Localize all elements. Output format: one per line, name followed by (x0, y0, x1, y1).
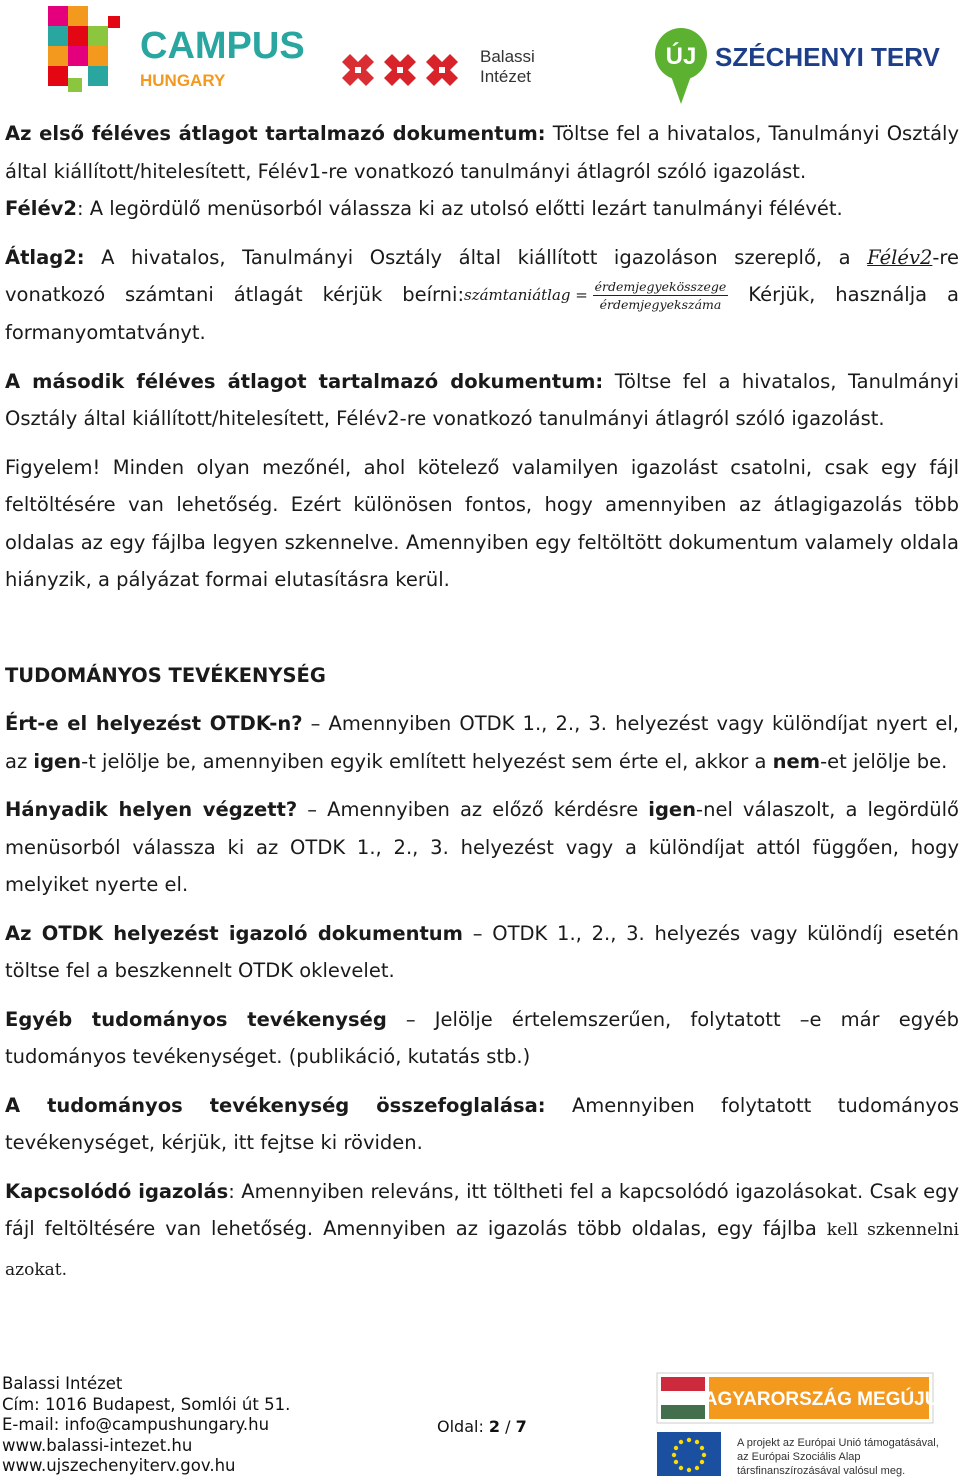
text-rank-b: -nel válaszolt, a legördülő menüsorból válassza ki az OTDK 1., 2., 3. helyezést vagy a különdíjat attól függően, hogy melyiket nyerte el. (5, 798, 959, 897)
footer-email: E-mail: info@campushungary.hu (2, 1415, 270, 1434)
page-separator: / (500, 1417, 516, 1436)
paragraph-first-semester-document (5, 115, 959, 190)
page-current: 2 (488, 1417, 501, 1436)
text-otdk-a: – Amennyiben OTDK 1., 2., 3. helyezést vagy különdíjat nyert el, az (5, 712, 959, 773)
label-related-certificate: Kapcsolódó igazolás (5, 1179, 229, 1203)
text-otdk-b: -t jelölje be, amennyiben egyik említett helyezést sem érte el, akkor a (81, 749, 773, 773)
formula-lhs: számtaniátlag = (464, 285, 588, 304)
svg-text:Intézet: Intézet (480, 67, 532, 86)
text-research-summary: Amennyiben folytatott tudományos tevékenységet, kérjük, itt fejtse ki röviden. (5, 1093, 959, 1155)
paragraph-average2 (5, 239, 959, 352)
page-total: 7 (515, 1417, 527, 1436)
label-average2: Átlag2: (5, 245, 85, 269)
label-otdk-document: Az OTDK helyezést igazoló dokumentum (5, 921, 463, 945)
footer-contact (2, 1374, 290, 1477)
text-first-semester-document: Töltse fel a hivatalos, Tanulmányi Osztály által kiállított/hitelesített, Félév1-re vonatkozó tanulmányi átlagról szóló igazolást. (5, 122, 960, 183)
paragraph-otdk-document (5, 915, 959, 990)
label-second-semester-document: A második féléves átlagot tartalmazó dokumentum: (5, 369, 604, 393)
text-average2-c: Kérjük, használja a formanyomtatványt. (5, 283, 959, 345)
paragraph-otdk-placement (5, 705, 959, 780)
svg-text:HUNGARY: HUNGARY (140, 71, 226, 90)
svg-text:MAGYARORSZÁG MEGÚJUL: MAGYARORSZÁG MEGÚJUL (687, 1389, 951, 1410)
paragraph-research-summary (5, 1087, 959, 1162)
footer-org: Balassi Intézet (2, 1374, 123, 1393)
page-number (437, 1417, 527, 1436)
footer-web-balassi: www.balassi-intezet.hu (2, 1435, 193, 1455)
formula-denominator: érdemjegyekszáma (599, 297, 722, 313)
page-label: Oldal: (437, 1417, 489, 1436)
uj-szechenyi-terv-logo (655, 26, 940, 106)
label-otdk-placement: Ért-e el helyezést OTDK-n? (5, 712, 303, 736)
paragraph-warning (5, 449, 959, 599)
text-rank-a: – Amennyiben az előző kérdésre (297, 798, 649, 822)
label-first-semester-document: Az első féléves átlagot tartalmazó dokumentum: (5, 122, 546, 145)
paragraph-other-research (5, 1001, 959, 1076)
footer-address: Cím: 1016 Budapest, Somlói út 51. (2, 1394, 291, 1414)
text-average2-b: -re vonatkozó számtani átlagát kérjük beírni: (5, 245, 959, 306)
svg-text:A projekt az Európai Unió támo: A projekt az Európai Unió támogatásával, (737, 1437, 939, 1449)
svg-text:Balassi: Balassi (480, 47, 535, 66)
svg-text:SZÉCHENYI TERV: SZÉCHENYI TERV (715, 42, 940, 72)
label-placement-rank: Hányadik helyen végzett? (5, 798, 298, 822)
word-nem: nem (772, 749, 821, 773)
svg-text:társfinanszírozásával valósul: társfinanszírozásával valósul meg. (737, 1465, 906, 1477)
paragraph-second-semester-document (5, 363, 959, 438)
campus-hungary-logo (48, 6, 305, 98)
text-warning: Figyelem! Minden olyan mezőnél, ahol kötelező valamilyen igazolást csatolni, csak egy fájl feltöltésére van lehetőség. Ezért különösen fontos, hogy amennyiben az átlagigazolás több oldalas az egy fájlba legyen szkennelve. Amennyiben egy feltöltött dokumentum valamely oldala hiányzik, a pályázat formai elutasításra kerül. (5, 455, 959, 592)
document-body (5, 115, 959, 1289)
text-otdk-document: – OTDK 1., 2., 3. helyezés vagy különdíj esetén töltse fel a beszkennelt OTDK oklevelet. (5, 921, 959, 983)
paragraph-related-certificate (5, 1173, 959, 1290)
section-title-research (5, 657, 959, 695)
text-related-certificate-end: kell szkennelni azokat. (5, 1220, 959, 1280)
label-research-summary: A tudományos tevékenység összefoglalása: (5, 1093, 546, 1117)
label-other-research: Egyéb tudományos tevékenység (5, 1007, 387, 1031)
text-semester2: : A legördülő menüsorból válassza ki az utolsó előtti lezárt tanulmányi félévét. (76, 197, 843, 220)
average-formula (464, 277, 728, 315)
text-average2-a: A hivatalos, Tanulmányi Osztály által kiállított igazoláson szereplő, a (84, 245, 868, 269)
svg-text:ÚJ: ÚJ (665, 43, 697, 70)
text-other-research: – Jelölje értelemszerűen, folytatott –e már egyéb tudományos tevékenységet. (publikáció, kutatás stb.) (5, 1007, 959, 1069)
paragraph-semester2 (5, 190, 959, 228)
paragraph-placement-rank (5, 791, 959, 904)
semester2-reference: Félév2 (867, 245, 933, 269)
formula-fraction (593, 278, 729, 313)
label-semester2: Félév2 (5, 197, 77, 220)
svg-text:az Európai Szociális Alap: az Európai Szociális Alap (737, 1451, 861, 1463)
word-igen: igen (33, 749, 82, 773)
balassi-intezet-logo (340, 40, 550, 88)
magyarorszag-megujul-logo (657, 1373, 951, 1423)
word-igen-2: igen (648, 798, 697, 822)
footer-web-szechenyi: www.ujszechenyiterv.gov.hu (2, 1456, 236, 1475)
text-otdk-c: -et jelölje be. (820, 749, 948, 773)
section-title-text: TUDOMÁNYOS TEVÉKENYSÉG (5, 663, 326, 687)
eu-funding-logo (657, 1430, 937, 1480)
text-second-semester-document: Töltse fel a hivatalos, Tanulmányi Osztály által kiállított/hitelesített, Félév2-re vonatkozó tanulmányi átlagról szóló igazolást. (5, 369, 959, 431)
text-related-certificate: : Amennyiben releváns, itt töltheti fel a kapcsolódó igazolásokat. Csak egy fájl feltöltésére van lehetőség. Amennyiben az igazolás több oldalas, egy fájlba (5, 1179, 959, 1241)
svg-text:CAMPUS: CAMPUS (140, 25, 305, 67)
formula-numerator: érdemjegyekösszege (594, 279, 727, 295)
